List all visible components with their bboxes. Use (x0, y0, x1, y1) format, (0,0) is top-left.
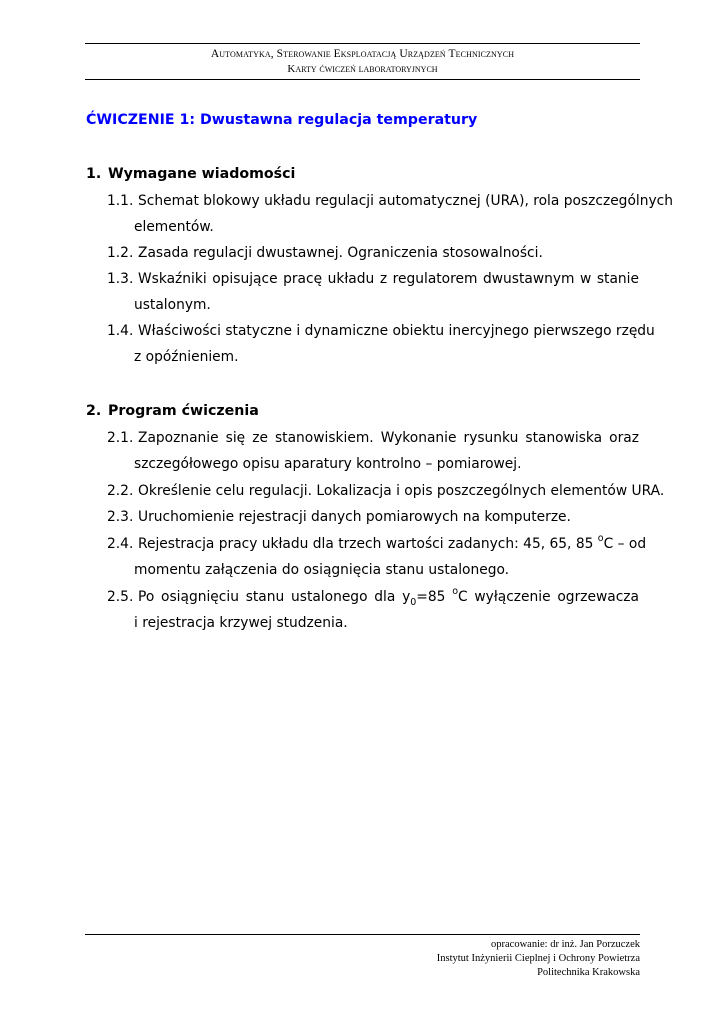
section-title: Program ćwiczenia (108, 403, 259, 419)
item-line (107, 318, 655, 344)
item-text: Zasada regulacji dwustawnej. Ograniczenia stosowalności. (138, 245, 543, 261)
footer-institute: Instytut Inżynierii Cieplnej i Ochrony Powietrza (436, 953, 640, 964)
item-line: i rejestracja krzywej studzenia. (134, 615, 348, 631)
section-number: 1. (86, 166, 102, 182)
item-line: elementów. (134, 219, 214, 235)
degree-superscript: o (597, 533, 604, 545)
list-item-2-1 (107, 425, 639, 477)
item-number: 1.3. (107, 271, 134, 287)
item-number: 1.4. (107, 323, 134, 339)
item-text: Określenie celu regulacji. Lokalizacja i opis poszczególnych elementów URA. (138, 483, 665, 499)
item-line (107, 584, 639, 610)
item-line (107, 478, 665, 504)
item-line (107, 188, 673, 214)
list-item-1-2 (107, 240, 639, 266)
list-item-1-4 (107, 318, 655, 370)
item-number: 1.1. (107, 193, 134, 209)
item-number: 2.3. (107, 509, 134, 525)
list-item-2-4 (107, 531, 647, 583)
item-line (107, 240, 639, 266)
header-course-title: Automatyka, Sterowanie Eksploatacją Urządzeń Technicznych (210, 48, 515, 60)
page-footer (85, 934, 640, 980)
item-text: Rejestracja pracy układu dla trzech wartości zadanych: 45, 65, 85 (138, 536, 598, 552)
item-text: Schemat blokowy układu regulacji automatycznej (URA), rola poszczególnych (138, 193, 673, 209)
item-text: C – od (603, 536, 647, 552)
item-number: 2.2. (107, 483, 134, 499)
list-item-1-3 (107, 266, 639, 318)
footer-author: opracowanie: dr inż. Jan Porzuczek (491, 939, 640, 950)
item-number: 2.1. (107, 430, 134, 446)
list-item-2-3 (107, 504, 639, 530)
item-line: szczegółowego opisu aparatury kontrolno – pomiarowej. (134, 456, 522, 472)
section-heading-2 (86, 403, 259, 419)
footer-university: Politechnika Krakowska (537, 967, 640, 978)
header-subtitle: Karty ćwiczeń laboratoryjnych (287, 63, 438, 75)
exercise-title: ĆWICZENIE 1: Dwustawna regulacja temperatury (86, 112, 478, 128)
item-text: Zapoznanie się ze stanowiskiem. Wykonanie rysunku stanowiska oraz (138, 430, 639, 446)
item-line: z opóźnieniem. (134, 349, 239, 365)
section-title: Wymagane wiadomości (108, 166, 296, 182)
section-number: 2. (86, 403, 102, 419)
item-text: Po osiągnięciu stanu ustalonego dla y (138, 589, 411, 605)
item-text: Właściwości statyczne i dynamiczne obiektu inercyjnego pierwszego rzędu (138, 323, 655, 339)
item-line: momentu załączenia do osiągnięcia stanu ustalonego. (134, 562, 510, 578)
item-number: 2.4. (107, 536, 134, 552)
item-text: Uruchomienie rejestracji danych pomiarowych na komputerze. (138, 509, 571, 525)
item-text: Wskaźniki opisujące pracę układu z regulatorem dwustawnym w stanie (138, 271, 639, 287)
section-heading-1 (86, 166, 295, 182)
item-line (107, 425, 639, 451)
degree-superscript: o (452, 586, 458, 598)
page-header (85, 43, 640, 80)
item-text: C wyłączenie ogrzewacza (458, 589, 639, 605)
list-item-2-5 (107, 584, 639, 636)
item-text: =85 (416, 589, 453, 605)
item-line (107, 504, 639, 530)
item-line (107, 531, 647, 557)
item-number: 1.2. (107, 245, 134, 261)
item-line (107, 266, 639, 292)
list-item-2-2 (107, 478, 665, 504)
item-line: ustalonym. (134, 297, 211, 313)
item-number: 2.5. (107, 589, 134, 605)
subscript-zero: 0 (410, 596, 417, 608)
list-item-1-1 (107, 188, 673, 240)
